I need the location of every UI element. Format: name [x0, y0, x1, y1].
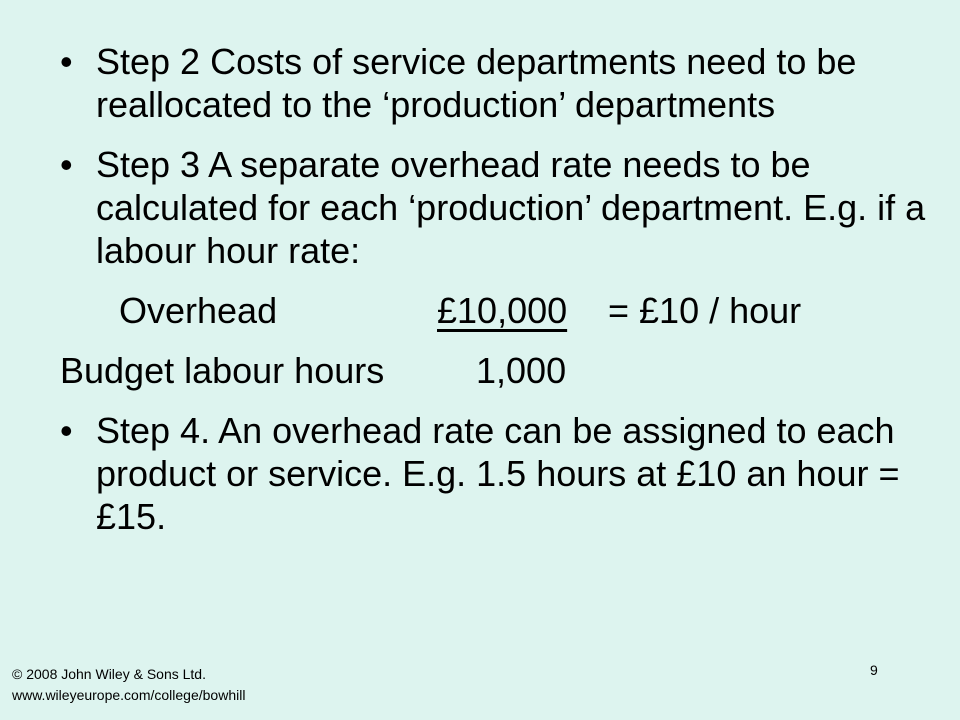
budget-row: [60, 349, 940, 392]
bullet-step-3: [60, 143, 940, 272]
bullet-step-2: [60, 40, 940, 126]
bullet-text: Step 3 A separate overhead rate needs to be calculated for each ‘production’ department. E.g. if a labour hour rate:: [96, 144, 926, 271]
formula-label: Overhead: [119, 290, 278, 331]
bullet-step-4: [60, 409, 940, 538]
bullet-text: Step 4. An overhead rate can be assigned to each product or service. E.g. 1.5 hours at £10 an hour = £15.: [96, 410, 900, 537]
copyright-text: © 2008 John Wiley & Sons Ltd.: [12, 666, 206, 682]
page-number: 9: [870, 662, 878, 678]
budget-label: Budget labour hours: [60, 350, 385, 391]
bullet-text: Step 2 Costs of service departments need to be reallocated to the ‘production’ departments: [96, 41, 857, 125]
publisher-url: www.wileyeurope.com/college/bowhill: [12, 687, 246, 703]
slide-body: [60, 40, 940, 555]
bullet-dot: •: [60, 410, 73, 451]
footer-copyright: [12, 664, 245, 706]
bullet-dot: •: [60, 41, 73, 82]
formula-result: = £10 / hour: [608, 290, 802, 331]
budget-value: 1,000: [476, 350, 567, 391]
formula-value: £10,000: [437, 290, 568, 331]
formula-row: [60, 289, 940, 332]
bullet-dot: •: [60, 144, 73, 185]
